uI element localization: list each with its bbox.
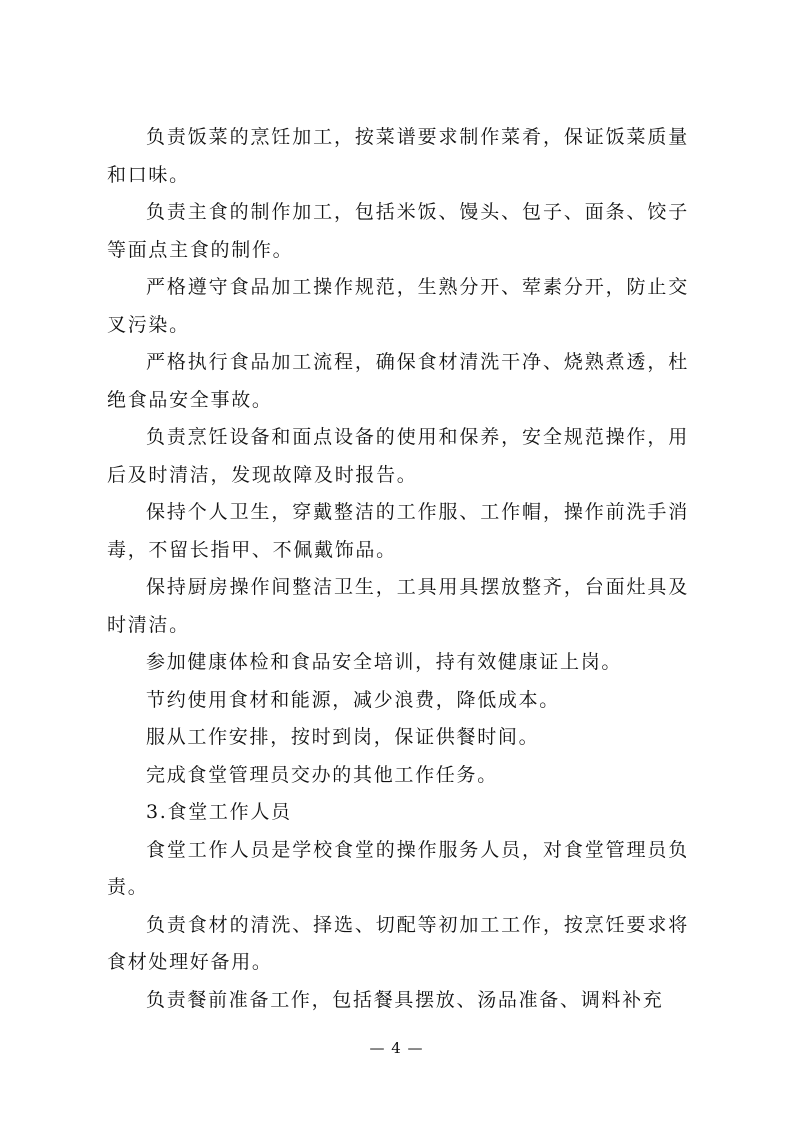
paragraph: 参加健康体检和食品安全培训，持有效健康证上岗。 bbox=[146, 651, 623, 673]
paragraph: 负责主食的制作加工，包括米饭、馒头、包子、面条、饺子等面点主食的制作。 bbox=[107, 201, 689, 261]
paragraph: 完成食堂管理员交办的其他工作任务。 bbox=[146, 763, 498, 786]
paragraph: 服从工作安排，按时到岗，保证供餐时间。 bbox=[146, 726, 540, 748]
paragraph: 食堂工作人员是学校食堂的操作服务人员，对食堂管理员负责。 bbox=[107, 838, 689, 898]
document-body bbox=[107, 119, 689, 1019]
page-number: — 4 — bbox=[369, 1039, 424, 1057]
section-heading: 3.食堂工作人员 bbox=[146, 801, 292, 823]
paragraph: 负责餐前准备工作，包括餐具摆放、汤品准备、调料补充 bbox=[146, 988, 664, 1011]
paragraph: 节约使用食材和能源，减少浪费，降低成本。 bbox=[146, 688, 561, 711]
paragraph: 严格遵守食品加工操作规范，生熟分开、荤素分开，防止交叉污染。 bbox=[107, 276, 689, 336]
paragraph: 负责食材的清洗、择选、切配等初加工工作，按烹饪要求将食材处理好备用。 bbox=[107, 913, 689, 973]
paragraph: 严格执行食品加工流程，确保食材清洗干净、烧熟煮透，杜绝食品安全事故。 bbox=[107, 351, 689, 411]
paragraph: 负责烹饪设备和面点设备的使用和保养，安全规范操作，用后及时清洁，发现故障及时报告。 bbox=[107, 426, 689, 486]
paragraph: 负责饭菜的烹饪加工，按菜谱要求制作菜肴，保证饭菜质量和口味。 bbox=[107, 126, 689, 186]
paragraph: 保持厨房操作间整洁卫生，工具用具摆放整齐，台面灶具及时清洁。 bbox=[107, 576, 689, 636]
paragraph: 保持个人卫生，穿戴整洁的工作服、工作帽，操作前洗手消毒，不留长指甲、不佩戴饰品。 bbox=[107, 501, 689, 561]
